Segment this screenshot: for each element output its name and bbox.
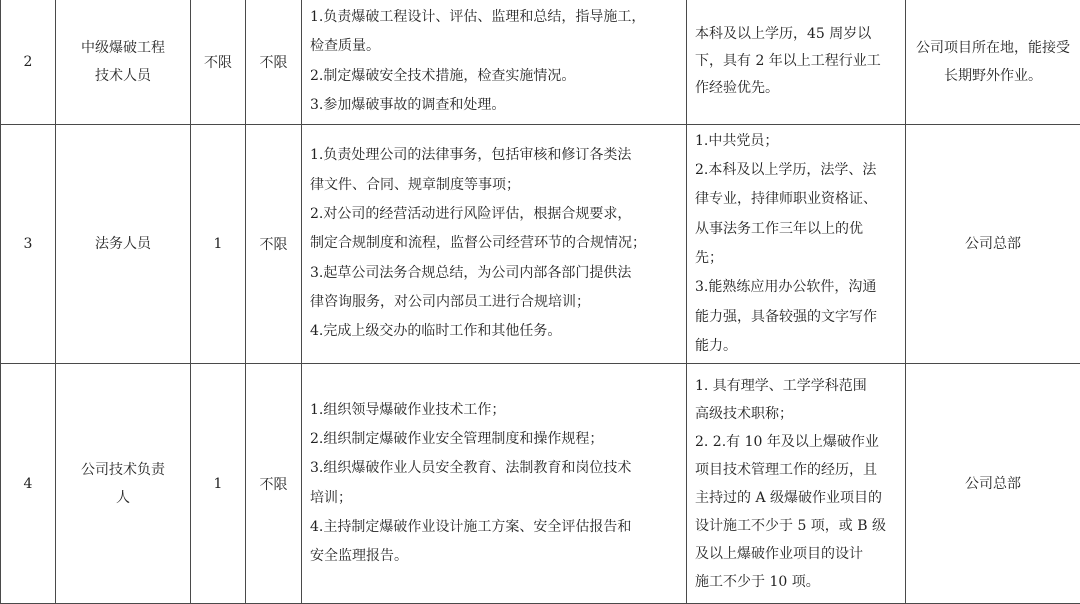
requirement-line: 施工不少于 10 项。 (695, 568, 897, 596)
requirement-line: 项目技术管理工作的经历，且 (695, 456, 897, 484)
location-cell (906, 125, 1080, 364)
duty-line: 1.负责爆破工程设计、评估、监理和总结，指导施工， (310, 3, 678, 33)
table-row (1, 364, 1080, 604)
row-number: 2 (1, 0, 56, 125)
duty-line: 律文件、合同、规章制度等事项； (310, 171, 678, 200)
duty-line: 律咨询服务，对公司内部员工进行合规培训； (310, 288, 678, 317)
table-row (1, 125, 1080, 364)
location-text: 公司总部 (906, 230, 1080, 258)
requirement-line: 能力强，具备较强的文字写作 (695, 303, 897, 332)
duty-line: 3.参加爆破事故的调查和处理。 (310, 91, 678, 121)
limit: 不限 (246, 0, 302, 125)
headcount: 1 (191, 364, 246, 604)
duty-line: 制定合规制度和流程，监督公司经营环节的合规情况； (310, 229, 678, 258)
duty-line: 4.完成上级交办的临时工作和其他任务。 (310, 317, 678, 346)
requirement-line: 1.中共党员； (695, 127, 897, 156)
headcount: 不限 (191, 0, 246, 125)
requirement-line: 2.本科及以上学历，法学、法 (695, 156, 897, 185)
requirement-line: 1. 具有理学、工学学科范围 (695, 372, 897, 400)
table-row (1, 0, 1080, 125)
requirements-cell (687, 364, 906, 604)
requirement-line: 及以上爆破作业项目的设计 (695, 540, 897, 568)
requirement-line: 2. 2.有 10 年及以上爆破作业 (695, 428, 897, 456)
duty-line: 2.组织制定爆破作业安全管理制度和操作规程； (310, 425, 678, 454)
duty-line: 1.负责处理公司的法律事务，包括审核和修订各类法 (310, 141, 678, 170)
row-number: 4 (1, 364, 56, 604)
limit: 不限 (246, 125, 302, 364)
requirement-line: 下，具有 2 年以上工程行业工 (695, 48, 897, 75)
requirement-line: 3.能熟练应用办公软件，沟通 (695, 273, 897, 302)
position-title (56, 125, 191, 364)
requirements-cell (687, 0, 906, 125)
duty-line: 安全监理报告。 (310, 542, 678, 571)
requirement-line: 主持过的 A 级爆破作业项目的 (695, 484, 897, 512)
duties-cell (302, 125, 687, 364)
requirement-line: 先； (695, 244, 897, 273)
requirements-cell (687, 125, 906, 364)
position-title-text: 法务人员 (56, 230, 190, 258)
position-title-text: 中级爆破工程技术人员 (56, 34, 190, 90)
requirement-line: 高级技术职称； (695, 400, 897, 428)
duty-line: 3.组织爆破作业人员安全教育、法制教育和岗位技术 (310, 454, 678, 483)
duty-line: 3.起草公司法务合规总结，为公司内部各部门提供法 (310, 259, 678, 288)
duties-cell (302, 364, 687, 604)
requirement-line: 律专业，持律师职业资格证、 (695, 185, 897, 214)
headcount: 1 (191, 125, 246, 364)
duty-line: 培训； (310, 484, 678, 513)
duty-line: 2.制定爆破安全技术措施，检查实施情况。 (310, 62, 678, 92)
location-cell (906, 364, 1080, 604)
location-cell (906, 0, 1080, 125)
requirement-line: 本科及以上学历，45 周岁以 (695, 21, 897, 48)
requirement-line: 作经验优先。 (695, 75, 897, 102)
limit: 不限 (246, 364, 302, 604)
row-number: 3 (1, 125, 56, 364)
requirement-line: 从事法务工作三年以上的优 (695, 215, 897, 244)
duty-line: 1.组织领导爆破作业技术工作； (310, 396, 678, 425)
duties-cell (302, 0, 687, 125)
location-text: 公司总部 (906, 470, 1080, 498)
duty-line: 4.主持制定爆破作业设计施工方案、安全评估报告和 (310, 513, 678, 542)
location-text: 公司项目所在地，能接受长期野外作业。 (906, 34, 1080, 90)
position-title (56, 364, 191, 604)
duty-line: 检查质量。 (310, 32, 678, 62)
duty-line: 2.对公司的经营活动进行风险评估，根据合规要求， (310, 200, 678, 229)
position-title (56, 0, 191, 125)
requirement-line: 设计施工不少于 5 项，或 B 级 (695, 512, 897, 540)
requirement-line: 能力。 (695, 332, 897, 361)
position-title-text: 公司技术负责人 (56, 456, 190, 512)
